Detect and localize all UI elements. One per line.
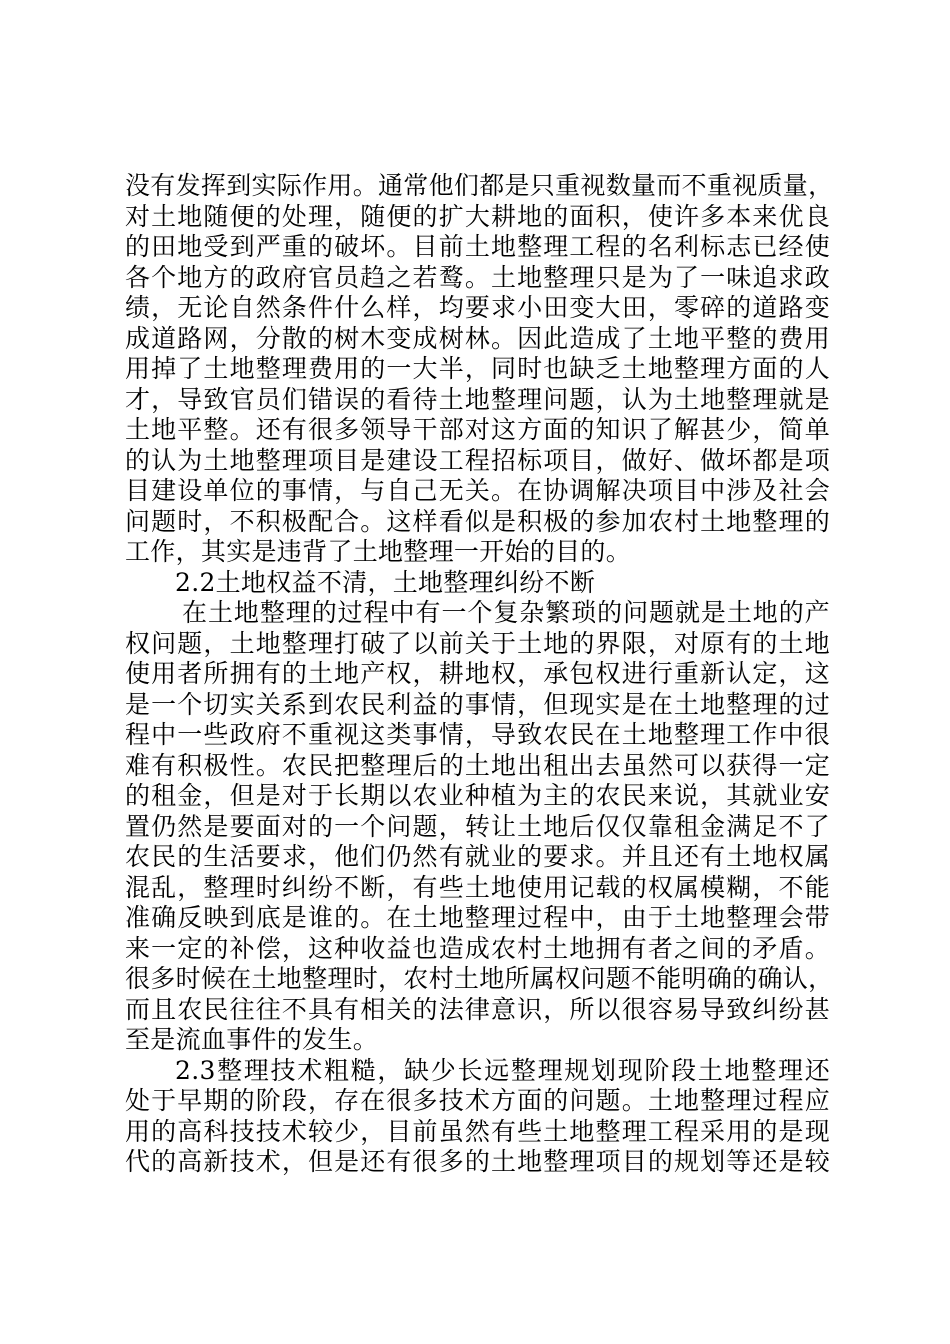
section-heading: 2.2土地权益不清，土地整理纠纷不断 (175, 567, 596, 597)
paragraph-line: 难有积极性。农民把整理后的土地出租出去虽然可以获得一定 (125, 750, 830, 780)
paragraph-line: 各个地方的政府官员趋之若鹜。土地整理只是为了一味追求政 (125, 262, 830, 292)
paragraph-line: 很多时候在土地整理时，农村土地所属权问题不能明确的确认， (125, 964, 834, 993)
paragraph-line: 处于早期的阶段，存在很多技术方面的问题。土地整理过程应 (125, 1086, 830, 1115)
paragraph-line: 程中一些政府不重视这类事情，导致农民在土地整理工作中很 (125, 720, 830, 749)
paragraph-line: 在土地整理的过程中有一个复杂繁琐的问题就是土地的产 (182, 598, 830, 627)
paragraph-line: 使用者所拥有的土地产权，耕地权，承包权进行重新认定，这 (125, 659, 830, 688)
paragraph-line: 是一个切实关系到农民利益的事情，但现实是在土地整理的过 (125, 689, 830, 719)
paragraph-line: 置仍然是要面对的一个问题，转让土地后仅仅靠租金满足不了 (125, 811, 830, 841)
paragraph-line: 准确反映到底是谁的。在土地整理过程中，由于土地整理会带 (125, 903, 830, 932)
paragraph-line: 问题时，不积极配合。这样看似是积极的参加农村土地整理的 (125, 506, 830, 536)
paragraph-line: 用掉了土地整理费用的一大半，同时也缺乏土地整理方面的人 (125, 354, 830, 383)
paragraph-line: 代的高新技术，但是还有很多的土地整理项目的规划等还是较 (125, 1147, 830, 1176)
paragraph-line: 对土地随便的处理，随便的扩大耕地的面积，使许多本来优良 (125, 201, 830, 231)
paragraph-line: 的田地受到严重的破坏。目前土地整理工程的名利标志已经使 (125, 232, 830, 261)
paragraph-line: 来一定的补偿，这种收益也造成农村土地拥有者之间的矛盾。 (125, 933, 830, 963)
paragraph-line: 混乱，整理时纠纷不断，有些土地使用记载的权属模糊，不能 (125, 872, 830, 902)
paragraph-line: 农民的生活要求，他们仍然有就业的要求。并且还有土地权属 (125, 842, 830, 871)
paragraph-line: 绩，无论自然条件什么样，均要求小田变大田，零碎的道路变 (125, 293, 830, 322)
paragraph-line: 才，导致官员们错误的看待土地整理问题，认为土地整理就是 (125, 384, 830, 414)
paragraph-line: 2.3整理技术粗糙，缺少长远整理规划现阶段土地整理还 (175, 1055, 830, 1085)
paragraph-line: 工作，其实是违背了土地整理一开始的目的。 (125, 537, 632, 566)
paragraph-line: 至是流血事件的发生。 (125, 1025, 379, 1054)
paragraph-line: 成道路网，分散的树木变成树林。因此造成了土地平整的费用 (125, 323, 830, 353)
paragraph-line: 没有发挥到实际作用。通常他们都是只重视数量而不重视质量， (125, 171, 834, 200)
paragraph-line: 用的高科技技术较少，目前虽然有些土地整理工程采用的是现 (125, 1116, 830, 1146)
paragraph-line: 土地平整。还有很多领导干部对这方面的知识了解甚少，简单 (125, 415, 830, 444)
document-body (125, 171, 834, 1178)
paragraph-line: 的认为土地整理项目是建设工程招标项目，做好、做坏都是项 (125, 445, 830, 475)
paragraph-line: 的租金，但是对于长期以农业种植为主的农民来说，其就业安 (125, 781, 830, 810)
paragraph-line: 而且农民往往不具有相关的法律意识，所以很容易导致纠纷甚 (125, 994, 830, 1024)
paragraph-line: 目建设单位的事情，与自己无关。在协调解决项目中涉及社会 (125, 476, 830, 505)
paragraph-line: 权问题，土地整理打破了以前关于土地的界限，对原有的土地 (125, 628, 830, 658)
